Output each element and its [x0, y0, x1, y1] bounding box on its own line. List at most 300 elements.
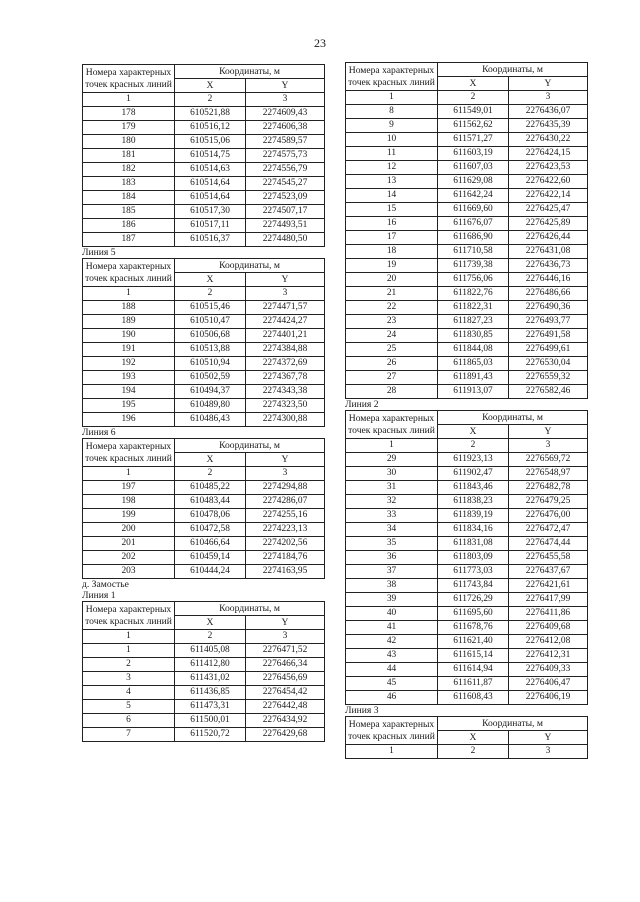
- x-coordinate-cell: 611695,60: [438, 607, 509, 621]
- x-coordinate-cell: 611803,09: [438, 551, 509, 565]
- y-coordinate-cell: 2276530,04: [509, 357, 588, 371]
- y-coordinate-cell: 2276455,58: [509, 551, 588, 565]
- x-coordinate-cell: 610489,80: [175, 399, 246, 413]
- x-coordinate-cell: 610517,30: [175, 205, 246, 219]
- header-x: X: [175, 79, 246, 93]
- point-number-cell: 8: [346, 105, 438, 119]
- header-x: X: [175, 273, 246, 287]
- x-coordinate-cell: 611629,08: [438, 175, 509, 189]
- header-x: X: [175, 616, 246, 630]
- point-number-cell: 197: [83, 481, 175, 495]
- table-row: [346, 621, 588, 635]
- point-number-cell: 19: [346, 259, 438, 273]
- y-coordinate-cell: 2276476,00: [509, 509, 588, 523]
- header-y: Y: [509, 425, 588, 439]
- table-row: [346, 161, 588, 175]
- y-coordinate-cell: 2276456,69: [246, 672, 325, 686]
- y-coordinate-cell: 2276472,47: [509, 523, 588, 537]
- point-number-cell: 194: [83, 385, 175, 399]
- point-number-cell: 46: [346, 691, 438, 705]
- x-coordinate-cell: 611436,85: [175, 686, 246, 700]
- point-number-cell: 3: [83, 672, 175, 686]
- table-row: [346, 273, 588, 287]
- header-point-numbers: Номера характерных точек красных линий: [83, 65, 175, 93]
- header-y: Y: [509, 77, 588, 91]
- column-number-2: 2: [438, 439, 509, 453]
- line-label: Линия 2: [345, 399, 379, 410]
- y-coordinate-cell: 2276486,66: [509, 287, 588, 301]
- line-label: Линия 6: [82, 427, 116, 438]
- y-coordinate-cell: 2276411,86: [509, 607, 588, 621]
- column-number-2: 2: [175, 287, 246, 301]
- point-number-cell: 14: [346, 189, 438, 203]
- header-x: X: [438, 731, 509, 745]
- x-coordinate-cell: 610483,44: [175, 495, 246, 509]
- table-row: [346, 203, 588, 217]
- column-number-3: 3: [246, 630, 325, 644]
- y-coordinate-cell: 2276442,48: [246, 700, 325, 714]
- table-row: [346, 677, 588, 691]
- table-row: [346, 467, 588, 481]
- y-coordinate-cell: 2276425,47: [509, 203, 588, 217]
- table-row: [83, 219, 325, 233]
- y-coordinate-cell: 2276499,61: [509, 343, 588, 357]
- y-coordinate-cell: 2274401,21: [246, 329, 325, 343]
- table-row: [346, 119, 588, 133]
- table-row: [83, 343, 325, 357]
- table-row: [83, 399, 325, 413]
- x-coordinate-cell: 611726,29: [438, 593, 509, 607]
- x-coordinate-cell: 611756,06: [438, 273, 509, 287]
- table-row: [346, 357, 588, 371]
- table-row: [346, 105, 588, 119]
- x-coordinate-cell: 610514,63: [175, 163, 246, 177]
- x-coordinate-cell: 611405,08: [175, 644, 246, 658]
- point-number-cell: 44: [346, 663, 438, 677]
- x-coordinate-cell: 611676,07: [438, 217, 509, 231]
- x-coordinate-cell: 610510,94: [175, 357, 246, 371]
- table-row: [346, 649, 588, 663]
- point-number-cell: 27: [346, 371, 438, 385]
- y-coordinate-cell: 2274223,13: [246, 523, 325, 537]
- point-number-cell: 25: [346, 343, 438, 357]
- y-coordinate-cell: 2276436,07: [509, 105, 588, 119]
- right-column: [345, 62, 587, 759]
- y-coordinate-cell: 2276471,52: [246, 644, 325, 658]
- x-coordinate-cell: 611773,03: [438, 565, 509, 579]
- x-coordinate-cell: 611831,08: [438, 537, 509, 551]
- y-coordinate-cell: 2276423,53: [509, 161, 588, 175]
- column-number-3: 3: [509, 91, 588, 105]
- header-coordinates: Координаты, м: [175, 439, 325, 453]
- table-row: [346, 509, 588, 523]
- table-row: [83, 523, 325, 537]
- y-coordinate-cell: 2274507,17: [246, 205, 325, 219]
- table-row: [346, 231, 588, 245]
- column-number-2: 2: [175, 93, 246, 107]
- table-row: [83, 177, 325, 191]
- y-coordinate-cell: 2276424,15: [509, 147, 588, 161]
- table-row: [346, 245, 588, 259]
- x-coordinate-cell: 610516,37: [175, 233, 246, 247]
- x-coordinate-cell: 611562,62: [438, 119, 509, 133]
- y-coordinate-cell: 2274384,88: [246, 343, 325, 357]
- y-coordinate-cell: 2276422,14: [509, 189, 588, 203]
- table-row: [83, 537, 325, 551]
- table-row: [83, 357, 325, 371]
- x-coordinate-cell: 611839,19: [438, 509, 509, 523]
- point-number-cell: 178: [83, 107, 175, 121]
- y-coordinate-cell: 2276425,89: [509, 217, 588, 231]
- x-coordinate-cell: 610472,58: [175, 523, 246, 537]
- y-coordinate-cell: 2276412,31: [509, 649, 588, 663]
- column-number-1: 1: [83, 630, 175, 644]
- header-point-numbers: Номера характерных точек красных линий: [83, 259, 175, 287]
- y-coordinate-cell: 2274545,27: [246, 177, 325, 191]
- point-number-cell: 200: [83, 523, 175, 537]
- table-row: [83, 329, 325, 343]
- x-coordinate-cell: 611830,85: [438, 329, 509, 343]
- point-number-cell: 199: [83, 509, 175, 523]
- x-coordinate-cell: 610521,88: [175, 107, 246, 121]
- point-number-cell: 34: [346, 523, 438, 537]
- table-row: [83, 205, 325, 219]
- table-row: [346, 175, 588, 189]
- point-number-cell: 33: [346, 509, 438, 523]
- point-number-cell: 15: [346, 203, 438, 217]
- y-coordinate-cell: 2274556,79: [246, 163, 325, 177]
- x-coordinate-cell: 610506,68: [175, 329, 246, 343]
- table-row: [346, 593, 588, 607]
- y-coordinate-cell: 2276434,92: [246, 714, 325, 728]
- point-number-cell: 192: [83, 357, 175, 371]
- x-coordinate-cell: 610515,06: [175, 135, 246, 149]
- line-label: Линия 3: [345, 705, 379, 716]
- point-number-cell: 193: [83, 371, 175, 385]
- y-coordinate-cell: 2276582,46: [509, 385, 588, 399]
- point-number-cell: 38: [346, 579, 438, 593]
- header-point-numbers: Номера характерных точек красных линий: [83, 439, 175, 467]
- x-coordinate-cell: 611923,13: [438, 453, 509, 467]
- header-coordinates: Координаты, м: [175, 602, 325, 616]
- point-number-cell: 181: [83, 149, 175, 163]
- table-row: [83, 728, 325, 742]
- x-coordinate-cell: 611844,08: [438, 343, 509, 357]
- x-coordinate-cell: 611678,76: [438, 621, 509, 635]
- line-label: Линия 5: [82, 247, 116, 258]
- y-coordinate-cell: 2274372,69: [246, 357, 325, 371]
- y-coordinate-cell: 2274589,57: [246, 135, 325, 149]
- table-row: [83, 233, 325, 247]
- column-number-2: 2: [175, 630, 246, 644]
- y-coordinate-cell: 2274606,38: [246, 121, 325, 135]
- x-coordinate-cell: 610514,64: [175, 191, 246, 205]
- x-coordinate-cell: 611608,43: [438, 691, 509, 705]
- table-row: [346, 663, 588, 677]
- x-coordinate-cell: 611621,40: [438, 635, 509, 649]
- table-row: [346, 217, 588, 231]
- table-row: [346, 481, 588, 495]
- y-coordinate-cell: 2276466,34: [246, 658, 325, 672]
- point-number-cell: 13: [346, 175, 438, 189]
- table-row: [83, 413, 325, 427]
- header-y: Y: [246, 616, 325, 630]
- x-coordinate-cell: 611827,23: [438, 315, 509, 329]
- y-coordinate-cell: 2276454,42: [246, 686, 325, 700]
- point-number-cell: 190: [83, 329, 175, 343]
- column-number-3: 3: [246, 467, 325, 481]
- x-coordinate-cell: 610485,22: [175, 481, 246, 495]
- coordinates-table: [345, 410, 588, 705]
- y-coordinate-cell: 2274202,56: [246, 537, 325, 551]
- coordinates-table: [82, 258, 325, 427]
- column-number-3: 3: [246, 287, 325, 301]
- table-row: [346, 147, 588, 161]
- table-row: [346, 189, 588, 203]
- table-row: [83, 686, 325, 700]
- header-coordinates: Координаты, м: [175, 65, 325, 79]
- table-row: [83, 121, 325, 135]
- point-number-cell: 1: [83, 644, 175, 658]
- point-number-cell: 29: [346, 453, 438, 467]
- point-number-cell: 187: [83, 233, 175, 247]
- column-number-1: 1: [83, 287, 175, 301]
- coordinates-table: [345, 716, 588, 759]
- point-number-cell: 26: [346, 357, 438, 371]
- point-number-cell: 40: [346, 607, 438, 621]
- table-row: [346, 565, 588, 579]
- header-coordinates: Координаты, м: [438, 717, 588, 731]
- y-coordinate-cell: 2276437,67: [509, 565, 588, 579]
- point-number-cell: 28: [346, 385, 438, 399]
- x-coordinate-cell: 611500,01: [175, 714, 246, 728]
- y-coordinate-cell: 2276559,32: [509, 371, 588, 385]
- x-coordinate-cell: 611686,90: [438, 231, 509, 245]
- table-row: [83, 565, 325, 579]
- header-y: Y: [246, 273, 325, 287]
- x-coordinate-cell: 610466,64: [175, 537, 246, 551]
- y-coordinate-cell: 2276422,60: [509, 175, 588, 189]
- y-coordinate-cell: 2276479,25: [509, 495, 588, 509]
- table-row: [346, 287, 588, 301]
- point-number-cell: 45: [346, 677, 438, 691]
- point-number-cell: 17: [346, 231, 438, 245]
- x-coordinate-cell: 610514,64: [175, 177, 246, 191]
- y-coordinate-cell: 2276491,58: [509, 329, 588, 343]
- point-number-cell: 183: [83, 177, 175, 191]
- y-coordinate-cell: 2276431,08: [509, 245, 588, 259]
- y-coordinate-cell: 2276482,78: [509, 481, 588, 495]
- header-coordinates: Координаты, м: [438, 411, 588, 425]
- point-number-cell: 189: [83, 315, 175, 329]
- table-row: [83, 481, 325, 495]
- y-coordinate-cell: 2274163,95: [246, 565, 325, 579]
- y-coordinate-cell: 2274294,88: [246, 481, 325, 495]
- y-coordinate-cell: 2274424,27: [246, 315, 325, 329]
- point-number-cell: 35: [346, 537, 438, 551]
- x-coordinate-cell: 610510,47: [175, 315, 246, 329]
- header-coordinates: Координаты, м: [175, 259, 325, 273]
- y-coordinate-cell: 2274523,09: [246, 191, 325, 205]
- table-row: [83, 644, 325, 658]
- table-row: [346, 537, 588, 551]
- point-number-cell: 195: [83, 399, 175, 413]
- y-coordinate-cell: 2274367,78: [246, 371, 325, 385]
- x-coordinate-cell: 611743,84: [438, 579, 509, 593]
- y-coordinate-cell: 2276421,61: [509, 579, 588, 593]
- point-number-cell: 196: [83, 413, 175, 427]
- column-number-2: 2: [438, 745, 509, 759]
- x-coordinate-cell: 611611,87: [438, 677, 509, 691]
- header-point-numbers: Номера характерных точек красных линий: [346, 63, 438, 91]
- table-row: [346, 523, 588, 537]
- x-coordinate-cell: 611412,80: [175, 658, 246, 672]
- point-number-cell: 24: [346, 329, 438, 343]
- x-coordinate-cell: 611614,94: [438, 663, 509, 677]
- header-x: X: [175, 453, 246, 467]
- column-number-1: 1: [83, 467, 175, 481]
- x-coordinate-cell: 611710,58: [438, 245, 509, 259]
- table-row: [83, 191, 325, 205]
- point-number-cell: 186: [83, 219, 175, 233]
- y-coordinate-cell: 2274609,43: [246, 107, 325, 121]
- x-coordinate-cell: 611913,07: [438, 385, 509, 399]
- point-number-cell: 2: [83, 658, 175, 672]
- page-number: 23: [314, 36, 326, 50]
- x-coordinate-cell: 611822,31: [438, 301, 509, 315]
- x-coordinate-cell: 611642,24: [438, 189, 509, 203]
- table-row: [83, 371, 325, 385]
- point-number-cell: 22: [346, 301, 438, 315]
- point-number-cell: 6: [83, 714, 175, 728]
- y-coordinate-cell: 2274480,50: [246, 233, 325, 247]
- y-coordinate-cell: 2274323,50: [246, 399, 325, 413]
- coordinates-table: [82, 64, 325, 247]
- y-coordinate-cell: 2276417,99: [509, 593, 588, 607]
- header-y: Y: [509, 731, 588, 745]
- y-coordinate-cell: 2274575,73: [246, 149, 325, 163]
- x-coordinate-cell: 611838,23: [438, 495, 509, 509]
- table-row: [83, 495, 325, 509]
- y-coordinate-cell: 2276490,36: [509, 301, 588, 315]
- header-y: Y: [246, 453, 325, 467]
- table-row: [346, 385, 588, 399]
- table-row: [83, 658, 325, 672]
- coordinates-table: [82, 438, 325, 579]
- y-coordinate-cell: 2276493,77: [509, 315, 588, 329]
- point-number-cell: 185: [83, 205, 175, 219]
- x-coordinate-cell: 610494,37: [175, 385, 246, 399]
- x-coordinate-cell: 611865,03: [438, 357, 509, 371]
- coordinates-table: [82, 601, 325, 742]
- table-row: [346, 301, 588, 315]
- y-coordinate-cell: 2274471,57: [246, 301, 325, 315]
- table-row: [83, 107, 325, 121]
- column-number-3: 3: [509, 745, 588, 759]
- point-number-cell: 179: [83, 121, 175, 135]
- x-coordinate-cell: 611431,02: [175, 672, 246, 686]
- point-number-cell: 20: [346, 273, 438, 287]
- y-coordinate-cell: 2274255,16: [246, 509, 325, 523]
- y-coordinate-cell: 2276446,16: [509, 273, 588, 287]
- point-number-cell: 180: [83, 135, 175, 149]
- y-coordinate-cell: 2276429,68: [246, 728, 325, 742]
- point-number-cell: 18: [346, 245, 438, 259]
- point-number-cell: 43: [346, 649, 438, 663]
- point-number-cell: 198: [83, 495, 175, 509]
- y-coordinate-cell: 2274343,38: [246, 385, 325, 399]
- table-row: [346, 329, 588, 343]
- table-row: [346, 579, 588, 593]
- point-number-cell: 16: [346, 217, 438, 231]
- point-number-cell: 37: [346, 565, 438, 579]
- x-coordinate-cell: 611571,27: [438, 133, 509, 147]
- header-point-numbers: Номера характерных точек красных линий: [346, 717, 438, 745]
- point-number-cell: 42: [346, 635, 438, 649]
- table-row: [83, 700, 325, 714]
- coordinates-table: [345, 62, 588, 399]
- table-row: [83, 163, 325, 177]
- header-x: X: [438, 425, 509, 439]
- point-number-cell: 4: [83, 686, 175, 700]
- y-coordinate-cell: 2276569,72: [509, 453, 588, 467]
- column-number-1: 1: [83, 93, 175, 107]
- x-coordinate-cell: 611603,19: [438, 147, 509, 161]
- table-row: [346, 635, 588, 649]
- point-number-cell: 188: [83, 301, 175, 315]
- x-coordinate-cell: 610478,06: [175, 509, 246, 523]
- x-coordinate-cell: 611834,16: [438, 523, 509, 537]
- header-x: X: [438, 77, 509, 91]
- table-row: [83, 385, 325, 399]
- table-row: [83, 714, 325, 728]
- point-number-cell: 39: [346, 593, 438, 607]
- column-number-1: 1: [346, 91, 438, 105]
- point-number-cell: 21: [346, 287, 438, 301]
- x-coordinate-cell: 611520,72: [175, 728, 246, 742]
- x-coordinate-cell: 610459,14: [175, 551, 246, 565]
- table-row: [83, 551, 325, 565]
- table-row: [346, 453, 588, 467]
- table-row: [83, 672, 325, 686]
- point-number-cell: 10: [346, 133, 438, 147]
- x-coordinate-cell: 611843,46: [438, 481, 509, 495]
- settlement-label: д. Замостье: [82, 579, 129, 590]
- y-coordinate-cell: 2276436,73: [509, 259, 588, 273]
- point-number-cell: 30: [346, 467, 438, 481]
- point-number-cell: 203: [83, 565, 175, 579]
- column-number-2: 2: [175, 467, 246, 481]
- header-y: Y: [246, 79, 325, 93]
- x-coordinate-cell: 610514,75: [175, 149, 246, 163]
- table-row: [346, 607, 588, 621]
- table-row: [83, 301, 325, 315]
- table-row: [346, 551, 588, 565]
- y-coordinate-cell: 2274300,88: [246, 413, 325, 427]
- x-coordinate-cell: 610516,12: [175, 121, 246, 135]
- column-number-3: 3: [246, 93, 325, 107]
- x-coordinate-cell: 611902,47: [438, 467, 509, 481]
- header-coordinates: Координаты, м: [438, 63, 588, 77]
- header-point-numbers: Номера характерных точек красных линий: [83, 602, 175, 630]
- y-coordinate-cell: 2276412,08: [509, 635, 588, 649]
- x-coordinate-cell: 610515,46: [175, 301, 246, 315]
- point-number-cell: 23: [346, 315, 438, 329]
- x-coordinate-cell: 611669,60: [438, 203, 509, 217]
- table-row: [346, 343, 588, 357]
- y-coordinate-cell: 2276426,44: [509, 231, 588, 245]
- y-coordinate-cell: 2274286,07: [246, 495, 325, 509]
